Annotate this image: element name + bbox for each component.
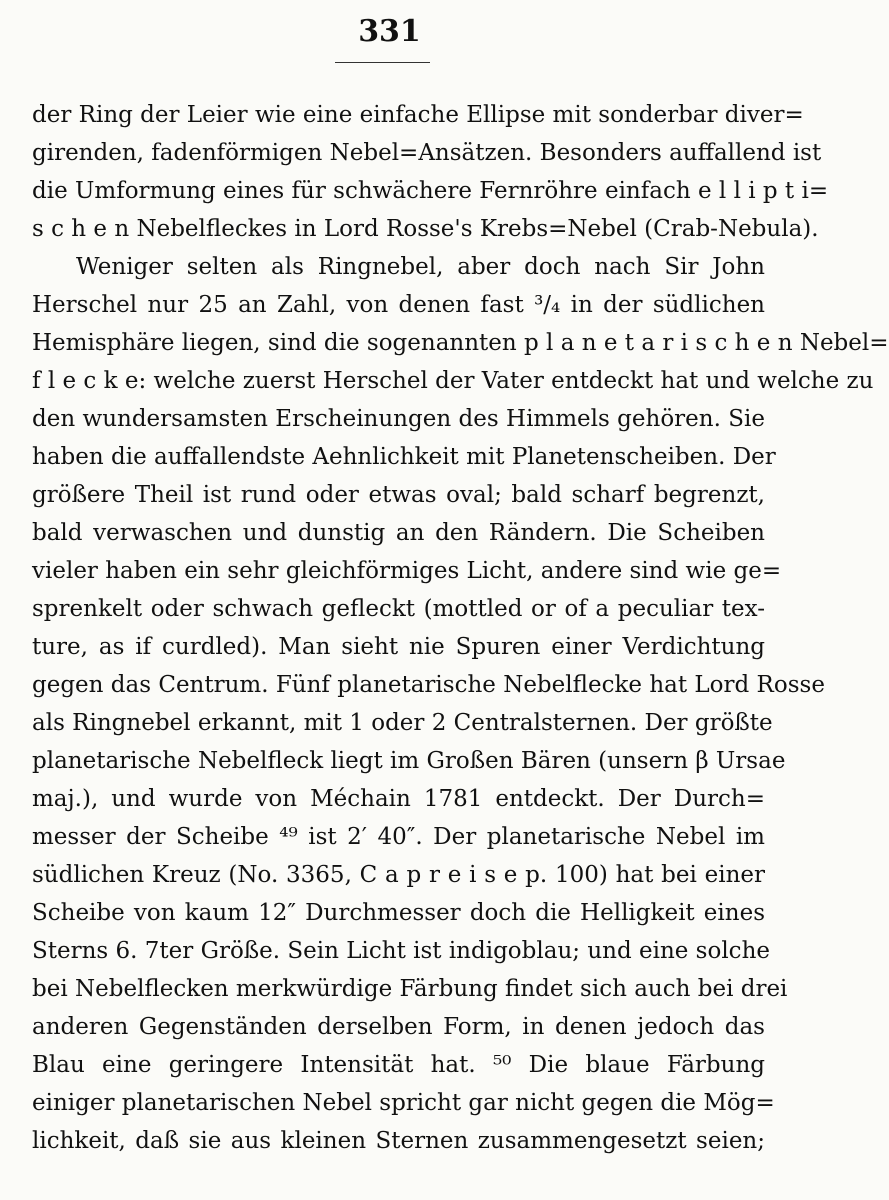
text-line: vieler haben ein sehr gleichförmiges Licht, andere sind wie ge= (32, 558, 782, 584)
text-line: sprenkelt oder schwach gefleckt (mottled or of a peculiar tex- (32, 596, 765, 622)
text-line: bei Nebelflecken merkwürdige Färbung findet sich auch bei drei (32, 976, 788, 1002)
text-line: südlichen Kreuz (No. 3365, C a p r e i s e p. 100) hat bei einer (32, 862, 765, 888)
text-line: als Ringnebel erkannt, mit 1 oder 2 Centralsternen. Der größte (32, 710, 773, 736)
text-line: gegen das Centrum. Fünf planetarische Nebelflecke hat Lord Rosse (32, 672, 825, 698)
text-line: den wundersamsten Erscheinungen des Himmels gehören. Sie (32, 406, 765, 432)
text-line: größere Theil ist rund oder etwas oval; bald scharf begrenzt, (32, 482, 765, 508)
text-line: anderen Gegenständen derselben Form, in denen jedoch das (32, 1014, 765, 1040)
text-line: Hemisphäre liegen, sind die sogenannten p l a n e t a r i s c h e n Nebel= (32, 330, 889, 356)
text-line: lichkeit, daß sie aus kleinen Sternen zusammengesetzt seien; (32, 1128, 765, 1154)
text-line: der Ring der Leier wie eine einfache Ellipse mit sonderbar diver= (32, 102, 804, 128)
text-line: die Umformung eines für schwächere Fernröhre einfach e l l i p t i= (32, 178, 829, 204)
text-line: Scheibe von kaum 12″ Durchmesser doch die Helligkeit eines (32, 900, 765, 926)
text-line: s c h e n Nebelfleckes in Lord Rosse's Krebs=Nebel (Crab-Nebula). (32, 216, 819, 242)
text-line: f l e c k e: welche zuerst Herschel der Vater entdeckt hat und welche zu (32, 368, 874, 394)
text-line: messer der Scheibe ⁴⁹ ist 2′ 40″. Der planetarische Nebel im (32, 824, 765, 850)
text-line: girenden, fadenförmigen Nebel=Ansätzen. Besonders auffallend ist (32, 140, 822, 166)
text-line: haben die auffallendste Aehnlichkeit mit Planetenscheiben. Der (32, 444, 776, 470)
text-line: Blau eine geringere Intensität hat. ⁵⁰ Die blaue Färbung (32, 1052, 765, 1078)
text-line: einiger planetarischen Nebel spricht gar nicht gegen die Mög= (32, 1090, 775, 1116)
text-line: bald verwaschen und dunstig an den Rändern. Die Scheiben (32, 520, 765, 546)
text-line: maj.), und wurde von Méchain 1781 entdeckt. Der Durch= (32, 786, 765, 812)
text-line: Sterns 6. 7ter Größe. Sein Licht ist indigoblau; und eine solche (32, 938, 770, 964)
text-line: ture, as if curdled). Man sieht nie Spuren einer Verdichtung (32, 634, 765, 660)
header-rule (335, 62, 430, 63)
text-line: planetarische Nebelfleck liegt im Großen Bären (unsern β Ursae (32, 748, 786, 774)
page-number: 331 (358, 14, 421, 49)
text-line: Herschel nur 25 an Zahl, von denen fast ³/₄ in der südlichen (32, 292, 765, 318)
text-line: Weniger selten als Ringnebel, aber doch nach Sir John (76, 254, 765, 280)
